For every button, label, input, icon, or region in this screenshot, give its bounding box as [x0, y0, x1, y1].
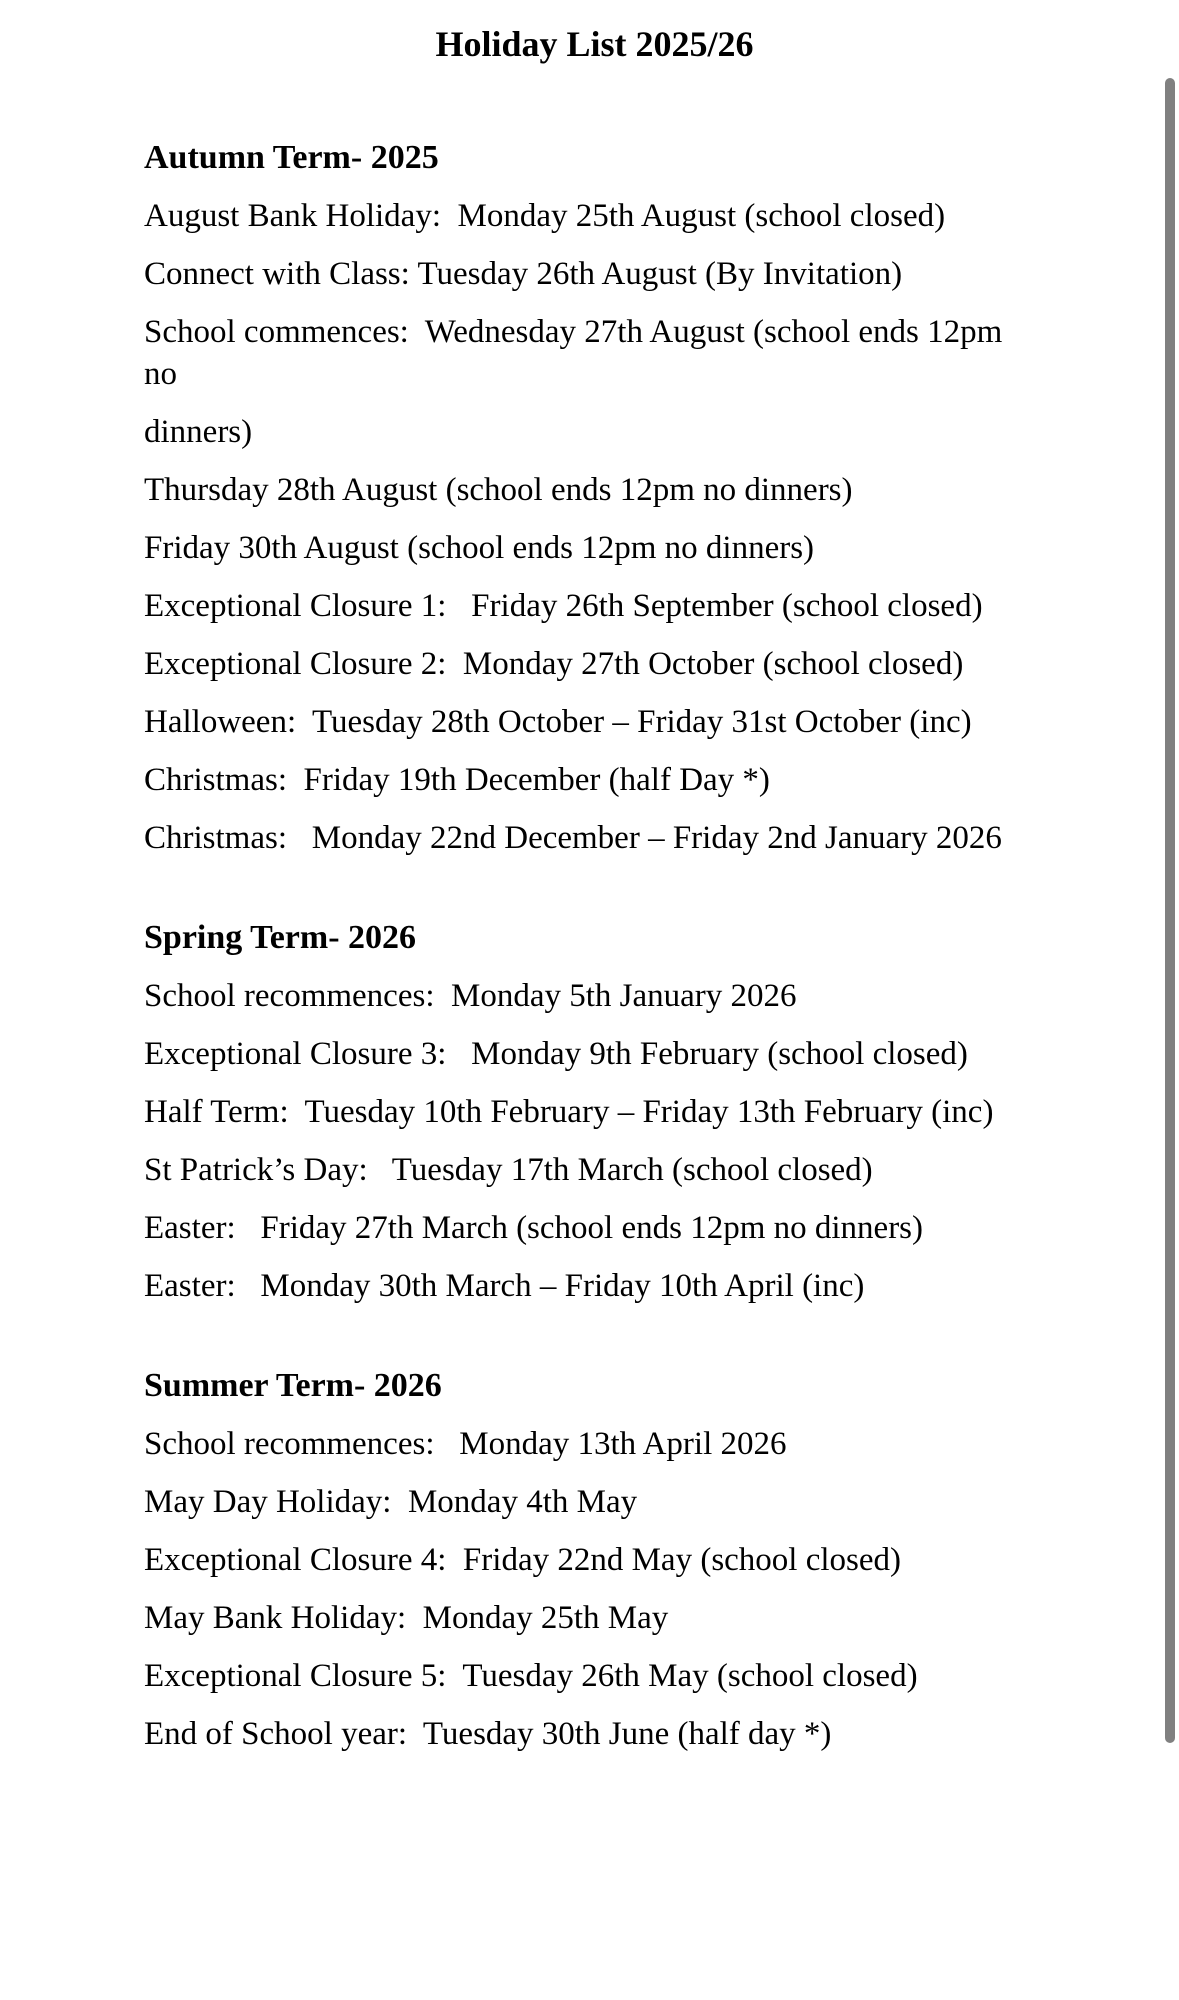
list-item: Half Term: Tuesday 10th February – Friday 13th February (inc) [144, 1094, 994, 1130]
page-title: Holiday List 2025/26 [435, 24, 754, 64]
list-item: School recommences: Monday 5th January 2026 [144, 978, 797, 1014]
list-item: dinners) [144, 414, 253, 450]
section-autumn-term [144, 137, 1044, 859]
scrollbar-thumb[interactable] [1165, 78, 1175, 1743]
list-item: Christmas: Monday 22nd December – Friday 2nd January 2026 [144, 820, 1002, 856]
section-heading: Autumn Term- 2025 [144, 139, 439, 176]
section-summer-term [144, 1365, 1044, 1755]
list-item: August Bank Holiday: Monday 25th August (school closed) [144, 198, 946, 234]
section-spring-term [144, 917, 1044, 1307]
list-item: Exceptional Closure 1: Friday 26th September (school closed) [144, 588, 983, 624]
list-item: School recommences: Monday 13th April 2026 [144, 1426, 787, 1462]
list-item: Exceptional Closure 3: Monday 9th February (school closed) [144, 1036, 968, 1072]
list-item: St Patrick’s Day: Tuesday 17th March (school closed) [144, 1152, 873, 1188]
document-body [144, 137, 1044, 1771]
list-item: Halloween: Tuesday 28th October – Friday 31st October (inc) [144, 704, 972, 740]
list-item: Thursday 28th August (school ends 12pm no dinners) [144, 472, 853, 508]
list-item: Connect with Class: Tuesday 26th August (By Invitation) [144, 256, 903, 292]
list-item: Christmas: Friday 19th December (half Day *) [144, 762, 770, 798]
list-item: End of School year: Tuesday 30th June (half day *) [144, 1716, 832, 1752]
section-heading: Spring Term- 2026 [144, 919, 417, 956]
list-item: Easter: Monday 30th March – Friday 10th April (inc) [144, 1268, 865, 1304]
list-item: Exceptional Closure 5: Tuesday 26th May (school closed) [144, 1658, 918, 1694]
section-heading: Summer Term- 2026 [144, 1367, 442, 1404]
list-item: May Bank Holiday: Monday 25th May [144, 1600, 669, 1636]
list-item: Exceptional Closure 4: Friday 22nd May (school closed) [144, 1542, 902, 1578]
list-item: School commences: Wednesday 27th August (school ends 12pm no [144, 314, 1011, 392]
list-item: Friday 30th August (school ends 12pm no dinners) [144, 530, 815, 566]
list-item: May Day Holiday: Monday 4th May [144, 1484, 638, 1520]
list-item: Exceptional Closure 2: Monday 27th October (school closed) [144, 646, 964, 682]
vertical-scrollbar[interactable] [1165, 78, 1175, 1743]
list-item: Easter: Friday 27th March (school ends 12pm no dinners) [144, 1210, 924, 1246]
